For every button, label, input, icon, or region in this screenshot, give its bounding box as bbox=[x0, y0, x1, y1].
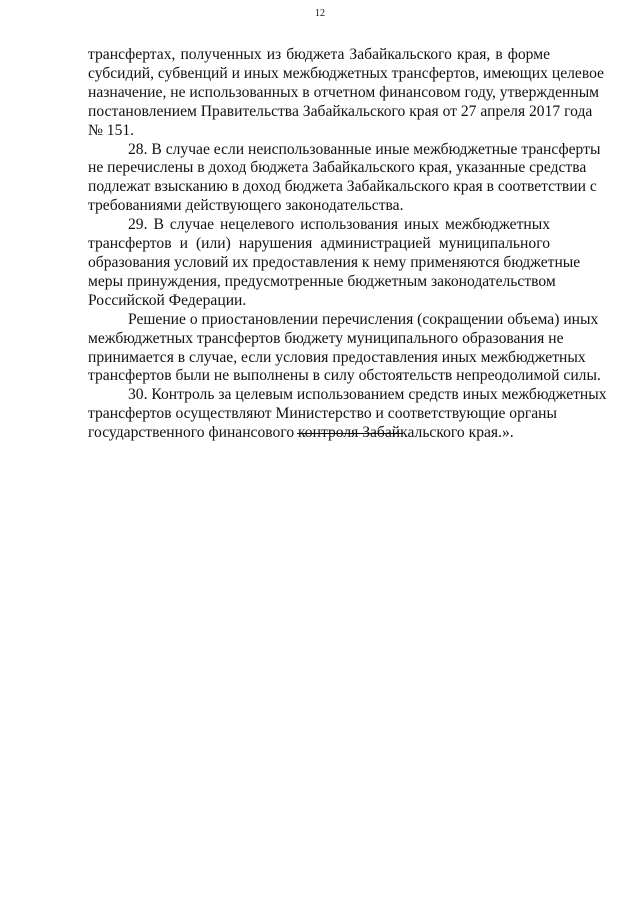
text-line: трансфертов осуществляют Министерство и соответствующие органы bbox=[88, 405, 558, 423]
paragraph bbox=[88, 140, 601, 217]
document-body bbox=[88, 46, 607, 443]
text-line: подлежат взысканию в доход бюджета Забайкальского края в соответствии с bbox=[88, 178, 597, 196]
paragraph bbox=[88, 386, 607, 443]
text-line: меры принуждения, предусмотренные бюджетным законодательством bbox=[88, 272, 556, 290]
text-line: Российской Федерации. bbox=[88, 291, 247, 309]
text-line: постановлением Правительства Забайкальского края от 27 апреля 2017 года bbox=[88, 102, 593, 120]
text-line: 29. В случае нецелевого использования иных межбюджетных bbox=[128, 216, 550, 234]
text-line: межбюджетных трансфертов бюджету муниципального образования не bbox=[88, 329, 564, 347]
text-line: трансфертов и (или) нарушения администрацией муниципального bbox=[88, 235, 550, 253]
text-line: Решение о приостановлении перечисления (сокращении объема) иных bbox=[128, 310, 599, 328]
text-line: требованиями действующего законодательства. bbox=[88, 197, 404, 215]
text-line: трансфертах, полученных из бюджета Забайкальского края, в форме bbox=[88, 46, 550, 63]
text-line: трансфертов были не выполнены в силу обстоятельств непреодолимой силы. bbox=[88, 367, 601, 385]
text-line: принимается в случае, если условия предоставления иных межбюджетных bbox=[88, 348, 586, 366]
end-rule bbox=[297, 433, 403, 434]
text-line: назначение, не использованных в отчетном финансовом году, утвержденным bbox=[88, 83, 600, 101]
text-line: образования условий их предоставления к нему применяются бюджетные bbox=[88, 253, 581, 271]
text-line: субсидий, субвенций и иных межбюджетных трансфертов, имеющих целевое bbox=[88, 64, 604, 82]
paragraph bbox=[88, 310, 601, 387]
text-line: не перечислены в доход бюджета Забайкальского края, указанные средства bbox=[88, 159, 587, 177]
text-line: 30. Контроль за целевым использованием средств иных межбюджетных bbox=[128, 386, 607, 404]
text-line: государственного финансового контроля Забайкальского края.». bbox=[88, 424, 514, 442]
text-line: № 151. bbox=[88, 121, 135, 139]
paragraph bbox=[88, 216, 581, 311]
paragraph bbox=[88, 46, 604, 141]
page-number: 12 bbox=[315, 8, 325, 19]
text-line: 28. В случае если неиспользованные иные межбюджетные трансферты bbox=[128, 140, 601, 158]
